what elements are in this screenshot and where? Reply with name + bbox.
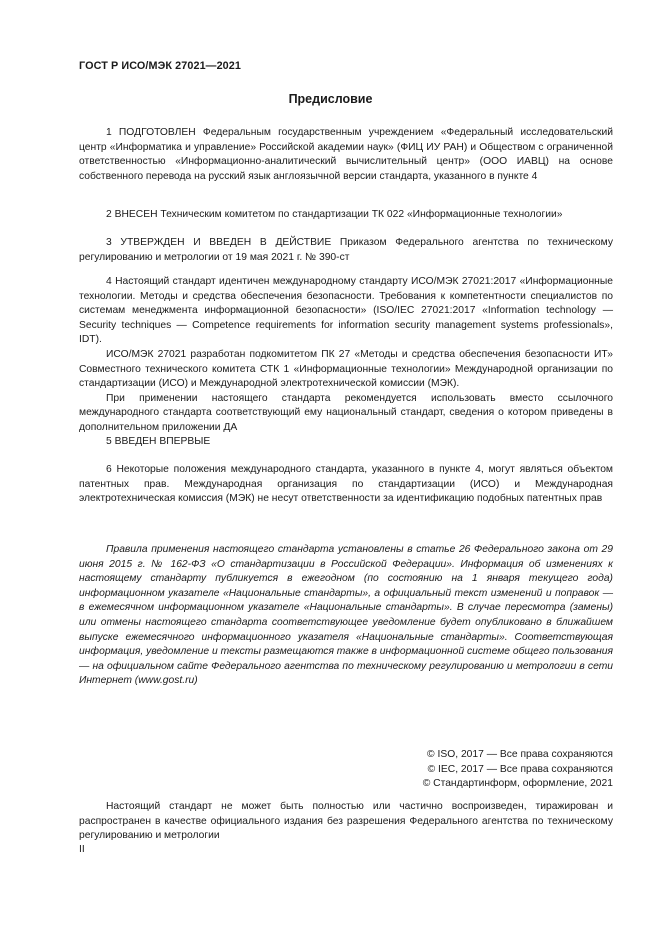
- copyright-iec: © IEC, 2017 — Все права сохраняются: [427, 763, 613, 775]
- standard-code-header: ГОСТ Р ИСО/МЭК 27021—2021: [79, 60, 241, 72]
- application-rules-notice: [79, 543, 613, 689]
- paragraph-identical-standard: 4 Настоящий стандарт идентичен международному стандарту ИСО/МЭК 27021:2017 «Информационные технологии. Методы и средства обеспечения безопасности. Требования к компетентности специалистов по системам менеджмента информационной безопасности» (ISO/IEC 27021:2017 «Information technology — Security techniques — Competence requirements for information security management systems professionals», IDT).: [79, 276, 613, 346]
- paragraph-introduced-by: 2 ВНЕСЕН Техническим комитетом по стандартизации ТК 022 «Информационные технологии»: [106, 209, 563, 220]
- copyright-iso: © ISO, 2017 — Все права сохраняются: [427, 749, 613, 760]
- clause-4: [79, 275, 613, 436]
- paragraph-developed-by: ИСО/МЭК 27021 разработан подкомитетом ПК 27 «Методы и средства обеспечения безопасности ИТ» Совместного технического комитета СТК 1 «Информационные технологии» Международной организации по стандартизации (ИСО) и Международной электротехнической комиссии (МЭК).: [79, 348, 613, 390]
- clause-2: [79, 208, 613, 223]
- copyright-block: [423, 748, 613, 792]
- page-number: II: [79, 844, 85, 855]
- paragraph-reference-use: При применении настоящего стандарта рекомендуется использовать вместо ссылочного международного стандарта соответствующий ему национальный стандарт, сведения о котором приведены в дополнительном приложении ДА: [79, 392, 613, 433]
- page-title: Предисловие: [288, 92, 373, 106]
- clause-1: [79, 126, 613, 184]
- copyright-standartinform: © Стандартинформ, оформление, 2021: [422, 778, 613, 790]
- paragraph-prepared-by: 1 ПОДГОТОВЛЕН Федеральным государственным учреждением «Федеральный исследовательский центр «Информатика и управление» Российской академии наук» (ФИЦ ИУ РАН) и Обществом с ограниченной ответственностью «Информационно-аналитический вычислительный центр» (ООО ИАВЦ) на основе собственного перевода на русский язык англоязычной версии стандарта, указанного в пункте 4: [79, 127, 613, 182]
- paragraph-first-introduced: 5 ВВЕДЕН ВПЕРВЫЕ: [106, 436, 211, 447]
- clause-3: [79, 236, 613, 265]
- clause-6: [79, 463, 613, 507]
- paragraph-patent-rights: 6 Некоторые положения международного стандарта, указанного в пункте 4, могут являться объектом патентных прав. Международная организация по стандартизации (ИСО) и Международная электротехническая комиссия (МЭК) не несут ответственности за идентификацию подобных патентных прав: [79, 464, 613, 505]
- clause-5: [79, 435, 613, 450]
- reproduction-notice-text: Настоящий стандарт не может быть полностью или частично воспроизведен, тиражирован и распространен в качестве официального издания без разрешения Федерального агентства по техническому регулированию и метрологии: [79, 801, 613, 842]
- notice-text: Правила применения настоящего стандарта установлены в статье 26 Федерального закона от 29 июня 2015 г. № 162-ФЗ «О стандартизации в Российской Федерации». Информация об изменениях к настоящему стандарту публикуется в ежегодном (по состоянию на 1 января текущего года) информационном указателе «Национальные стандарты», а официальный текст изменений и поправок — в ежемесячном информационном указателе «Национальные стандарты». В случае пересмотра (замены) или отмены настоящего стандарта соответствующее уведомление будет опубликовано в ближайшем выпуске ежемесячного информационного указателя «Национальные стандарты». Соответствующая информация, уведомление и тексты размещаются также в информационной системе общего пользования — на официальном сайте Федерального агентства по техническому регулированию и метрологии в сети Интернет (www.gost.ru): [79, 544, 613, 687]
- reproduction-notice: [79, 800, 613, 844]
- paragraph-approved: 3 УТВЕРЖДЕН И ВВЕДЕН В ДЕЙСТВИЕ Приказом Федерального агентства по техническому регулированию и метрологии от 19 мая 2021 г. № 390-ст: [79, 237, 613, 263]
